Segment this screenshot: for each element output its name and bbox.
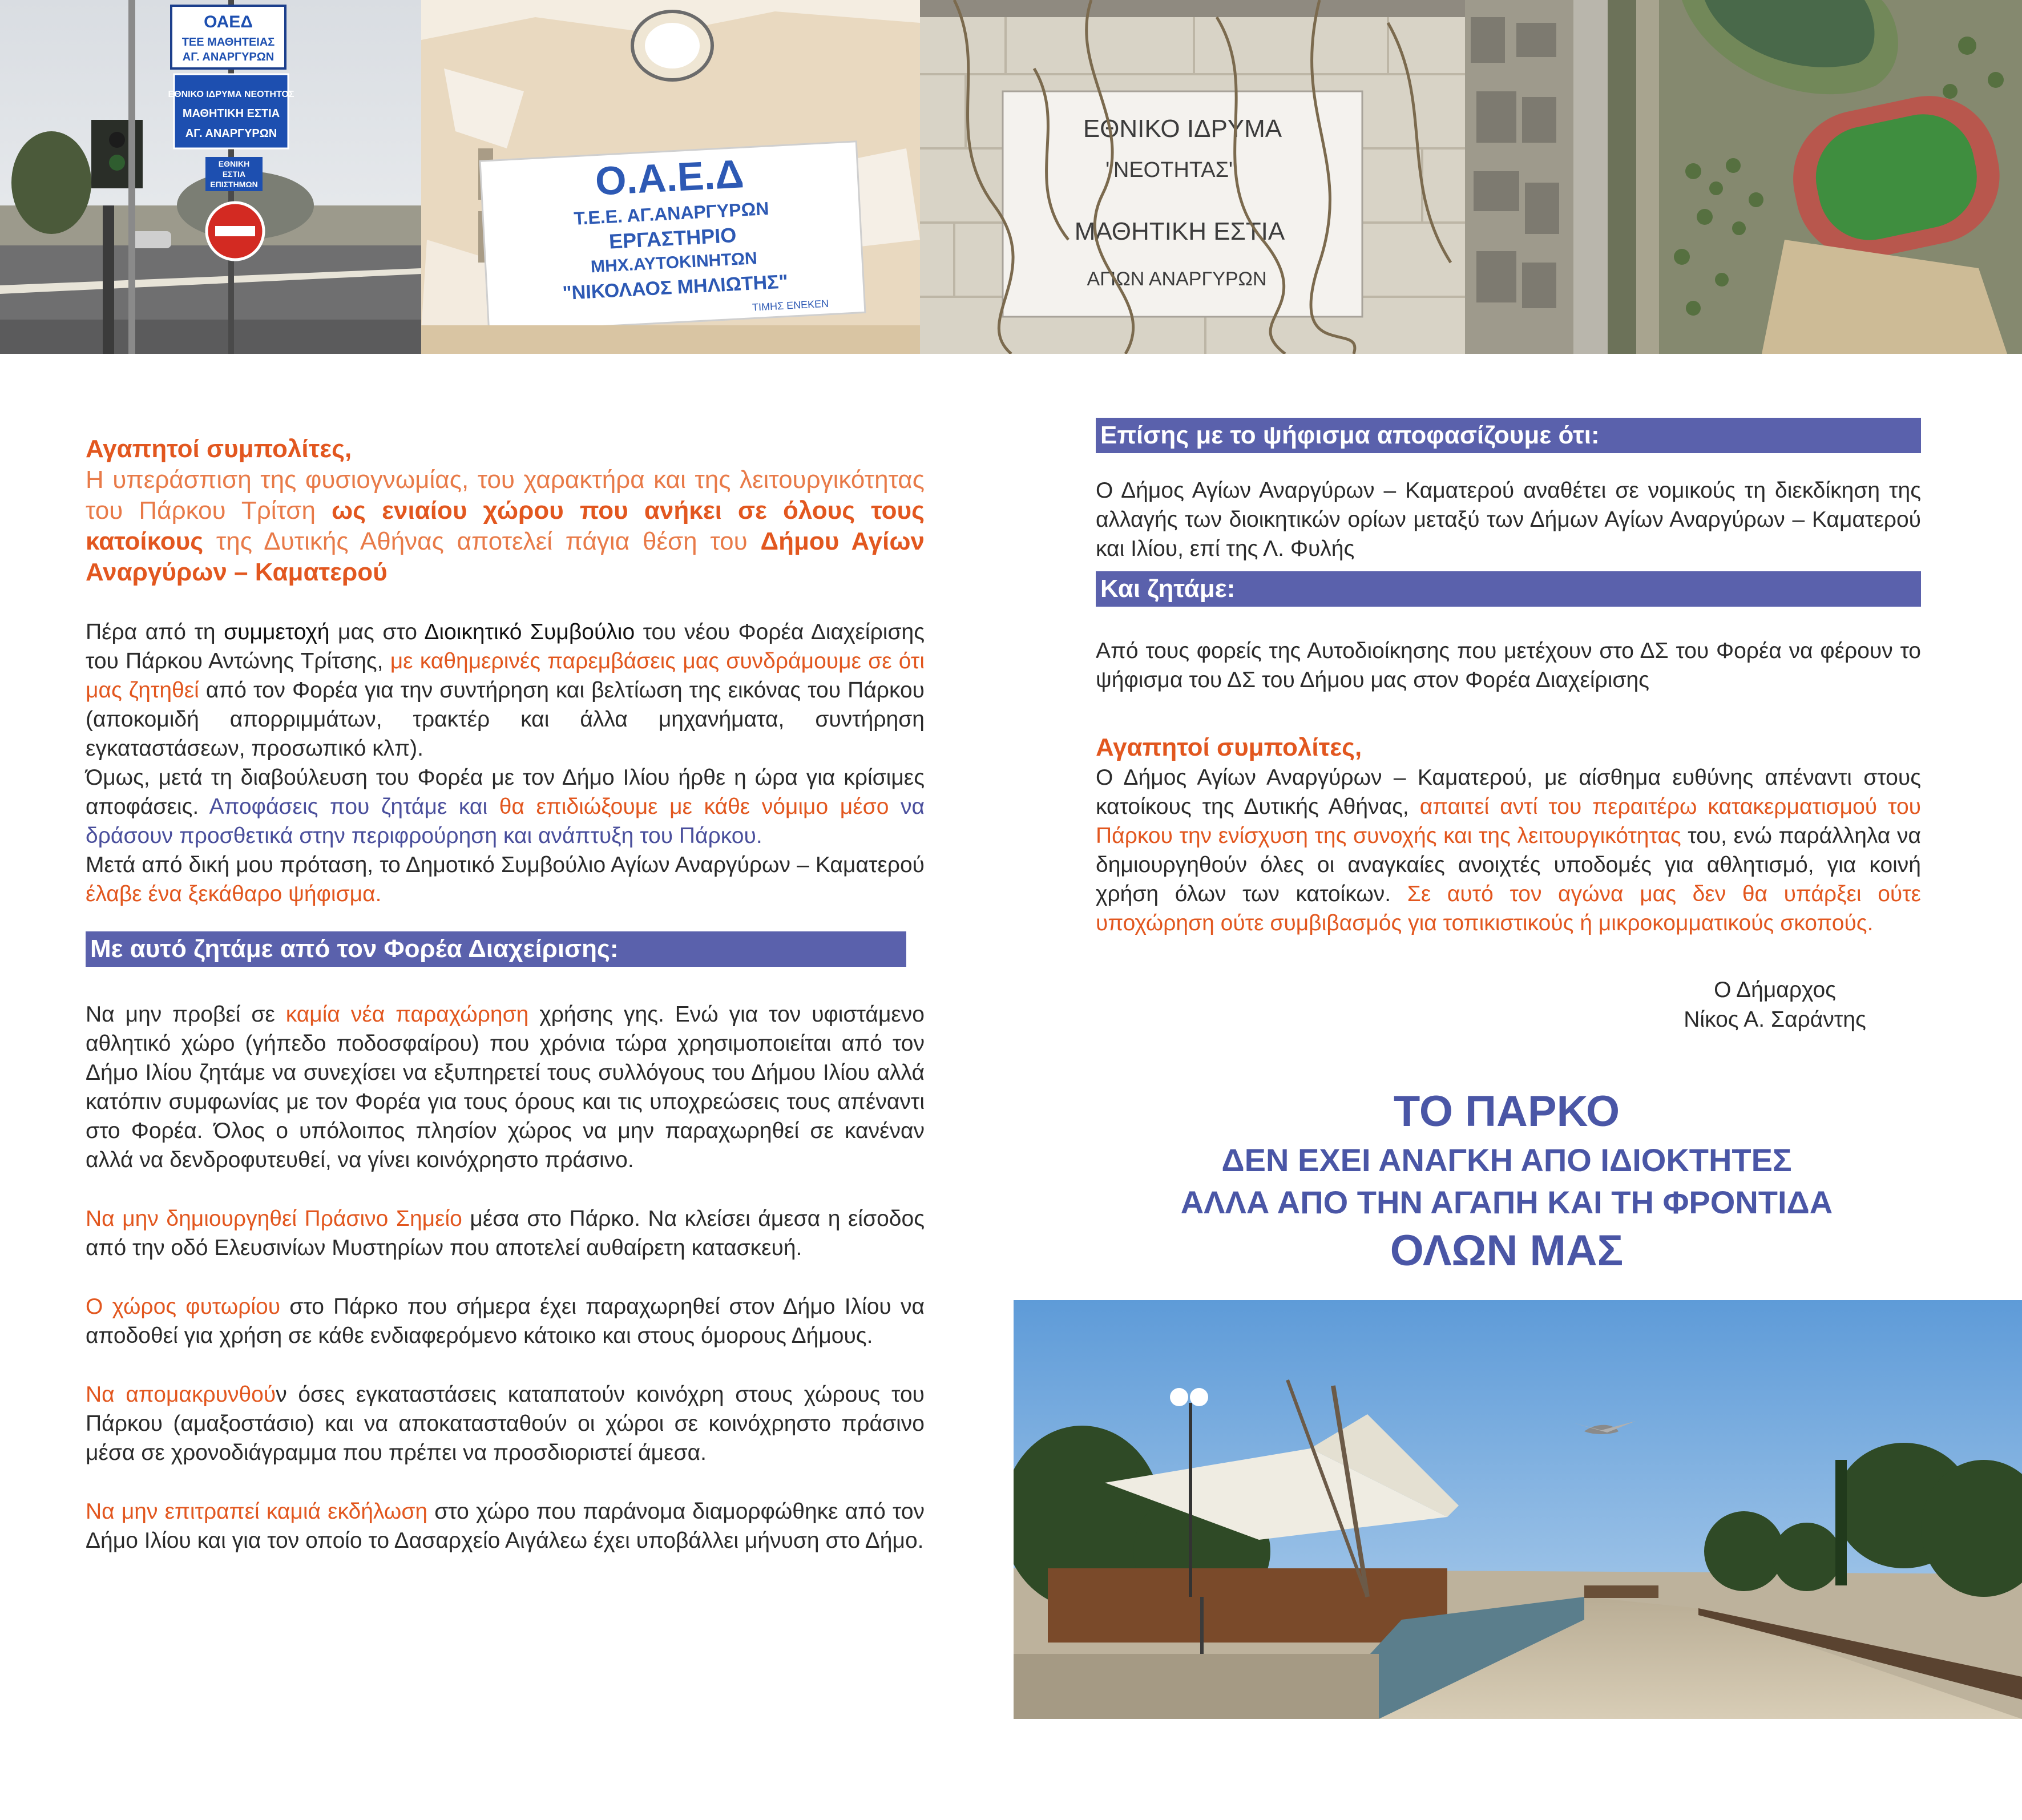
demand-remove-installations [86, 1380, 925, 1467]
participation-paragraph [86, 618, 925, 763]
slogan [1073, 1084, 1940, 1278]
demand-no-events [86, 1497, 925, 1555]
park-scene-image [1014, 1300, 2022, 1719]
rp3-c: του, ενώ παράλληλα να δημιουργηθούν όλες οι αναγκαίες ανοιχτές υποδομές για αθλητισμό, για κοινή χρήση όλων των κατοίκων. [1096, 824, 1921, 906]
r1-a: Να μην προβεί σε [86, 1002, 286, 1027]
p3-b: έλαβε ένα ξεκάθαρο ψήφισμα. [86, 882, 382, 906]
left-greeting: Αγαπητοί συμπολίτες, [86, 435, 352, 463]
p1-a: Πέρα από τη [86, 620, 224, 644]
park-photo [1014, 1300, 2022, 1719]
intro-paragraph [86, 465, 925, 588]
aerial-view-image [1465, 0, 2022, 354]
signature-role: Ο Δήμαρχος [1714, 978, 1836, 1002]
plaque-line5: "ΝΙΚΟΛΑΟΣ ΜΗΛΙΩΤΗΣ" [562, 271, 789, 305]
plaque-line2: Τ.Ε.Ε. ΑΓ.ΑΝΑΡΓΥΡΩΝ [573, 197, 770, 229]
intro-part-a: Η υπεράσπιση της φυσιογνωμίας, του χαρακτήρα και της λειτουργικότητας του Πάρκου Τρίτση [86, 466, 925, 524]
science-sign-line1: ΕΘΝΙΚΗ [218, 159, 250, 168]
r1-b: καμία νέα παραχώρηση [285, 1002, 529, 1027]
intro-part-b: ως ενιαίου χώρου που ανήκει σε όλους τους κατοίκους [86, 497, 925, 555]
authorities-paragraph: Από τους φορείς της Αυτοδιοίκησης που μετέχουν στο ΔΣ του Φορέα να φέρουν το ψήφισμα του ΔΣ του Δήμου μας στον Φορέα Διαχείρισης [1096, 639, 1921, 692]
rp3-a: Ο Δήμος Αγίων Αναργύρων – Καματερού, με αίσθημα ευθύνης απέναντι στους κατοίκους της Δυτικής Αθήνας, [1096, 765, 1921, 819]
street-scene-image [0, 0, 421, 354]
p3-a: Μετά από δική μου πρόταση, το Δημοτικό Συμβούλιο Αγίων Αναργύρων – Καματερού [86, 853, 925, 877]
requests-bar: Και ζητάμε: [1096, 571, 1921, 607]
oaed-plaque-image [421, 0, 920, 354]
intro-part-c: της Δυτικής Αθήνας αποτελεί πάγια θέση του [203, 527, 761, 555]
slogan-line3-a: ΑΛΛΑ ΑΠΟ ΤΗΝ [1180, 1184, 1431, 1220]
oaed-sign-line2: ΑΓ. ΑΝΑΡΓΥΡΩΝ [182, 51, 275, 63]
p1-c: μας στο [329, 620, 425, 644]
slogan-line4: ΟΛΩΝ ΜΑΣ [1390, 1226, 1624, 1275]
r3-b: στο Πάρκο που σήμερα έχει παραχωρηθεί στον Δήμο Ιλίου να αποδοθεί για χρήση σε κάθε ενδιαφερόμενο κάτοικο και στους όμορους Δήμους. [86, 1294, 925, 1348]
slogan-line3-b: ΑΓΑΠΗ ΚΑΙ ΤΗ ΦΡΟΝΤΙΔΑ [1430, 1184, 1833, 1220]
r2-b: μέσα στο Πάρκο. Να κλείσει άμεσα η είσοδος από την οδό Ελευσινίων Μυστηρίων που αποτελεί αυθαίρετη κατασκευή. [86, 1206, 925, 1260]
aerial-map-photo [1465, 0, 2022, 354]
p1-b: συμμετοχή [224, 620, 330, 644]
r1-c: χρήσης γης. Ενώ για τον υφιστάμενο αθλητικό χώρο (γήπεδο ποδοσφαίρου) που χρόνια τώρα χρησιμοποιείται από τον Δήμο Ιλίου ζητάμε να συνεχίσει να εξυπηρετεί τους συλλόγους του Δήμου Ιλίου αλλά κατόπιν συμφωνίας με τον Φορέα για τους όρους και τις υποχρεώσεις τους απέναντι στο Φορέα. Όλος ο υπόλοιπος πλησίον χώρος να μην παραχωρηθεί σε κανέναν αλλά να δενδροφυτευθεί, να γίνει κοινόχρηστο πράσινο. [86, 1002, 925, 1172]
p1-d: Διοικητικό Συμβούλιο [424, 620, 635, 644]
science-sign-line2: ΕΣΤΙΑ [222, 170, 246, 179]
rp3-d: Σε αυτό τον αγώνα μας δεν θα υπάρξει ούτε υποχώρηση ούτε συμβιβασμός για τοπικιστικούς ή μικροκομματικούς σκοπούς. [1096, 882, 1921, 935]
p2-c: θα επιδιώξουμε με κάθε νόμιμο μέσο [499, 794, 889, 819]
demand-green-point [86, 1204, 925, 1262]
oaed-sign-line1: ΤΕΕ ΜΑΘΗΤΕΙΑΣ [181, 36, 275, 49]
photo-strip [0, 0, 2022, 354]
marble-line3: ΜΑΘΗΤΙΚΗ ΕΣΤΙΑ [1074, 217, 1285, 245]
marble-plaque-image [920, 0, 1465, 354]
right-greeting: Αγαπητοί συμπολίτες, [1096, 733, 1362, 761]
intro-part-d: Δήμου Αγίων Αναργύρων – Καματερού [86, 527, 925, 586]
p2-b: Αποφάσεις που ζητάμε και [209, 794, 499, 819]
signature [1632, 975, 1918, 1035]
demand-nursery [86, 1292, 925, 1350]
p2-a: Όμως, μετά τη διαβούλευση του Φορέα με τον Δήμο Ιλίου ήρθε η ώρα για κρίσιμες αποφάσεις. [86, 765, 925, 819]
plaque-line3: ΕΡΓΑΣΤΗΡΙΟ [608, 223, 737, 253]
decisions-paragraph [86, 763, 925, 850]
p2-d: να δράσουν προσθετικά στην περιφρούρηση και ανάπτυξη του Πάρκου. [86, 794, 925, 848]
marble-line2: "ΝΕΟΤΗΤΑΣ" [1105, 158, 1237, 182]
street-signs-photo [0, 0, 421, 354]
legal-action-paragraph: Ο Δήμος Αγίων Αναργύρων – Καματερού αναθέτει σε νομικούς τη διεκδίκηση της αλλαγής των διοικητικών ορίων μεταξύ των Δήμων Αγίων Αναργύρων – Καματερού και Ιλίου, επί της Λ. Φυλής [1096, 478, 1921, 561]
youth-sign-line3: ΑΓ. ΑΝΑΡΓΥΡΩΝ [185, 127, 277, 140]
demands-bar: Με αυτό ζητάμε από τον Φορέα Διαχείρισης: [86, 931, 906, 967]
science-sign-line3: ΕΠΙΣΤΗΜΩΝ [210, 180, 258, 189]
youth-sign-line2: ΜΑΘΗΤΙΚΗ ΕΣΤΙΑ [182, 107, 280, 120]
plaque-line4: ΜΗΧ.ΑΥΤΟΚΙΝΗΤΩΝ [590, 249, 758, 277]
r3-a: Ο χώρος φυτωρίου [86, 1294, 281, 1319]
resolution-paragraph [86, 850, 925, 909]
marble-line1: ΕΘΝΙΚΟ ΙΔΡΥΜΑ [1083, 115, 1282, 143]
r5-b: στο χώρο που παράνομα διαμορφώθηκε από τον Δήμο Ιλίου και για τον οποίο το Δασαρχείο Αιγάλεω έχει υποβάλλει μήνυση στο Δήμο. [86, 1499, 925, 1553]
rp3-b: απαιτεί αντί του περαιτέρω κατακερματισμού του Πάρκου την ενίσχυση της συνοχής και της λειτουργικότητας [1096, 794, 1921, 848]
plaque-title: Ο.Α.Ε.Δ [594, 151, 745, 204]
plaque-line6: ΤΙΜΗΣ ΕΝΕΚΕΝ [752, 297, 829, 313]
r4-b: ν όσες εγκαταστάσεις καταπατούν κοινόχρη στους χώρους του Πάρκου (αμαξοστάσιο) και να αποκατασταθούν οι χώροι σε κοινόχρηστο πράσινο μέσα σε χρονοδιάγραμμα που πρέπει να προσδιοριστεί άμεσα. [86, 1382, 925, 1465]
oaed-sign-brand: ΟΑΕΔ [204, 13, 253, 31]
resolution-bar: Επίσης με το ψήφισμα αποφασίζουμε ότι: [1096, 418, 1921, 453]
slogan-line1: ΤΟ ΠΑΡΚΟ [1393, 1087, 1620, 1136]
signature-name: Νίκος Α. Σαράντης [1684, 1007, 1866, 1032]
p1-f: με καθημερινές παρεμβάσεις μας συνδράμουμε σε ότι μας ζητηθεί [86, 649, 925, 703]
left-column [86, 434, 925, 1555]
marble-plaque-photo [920, 0, 1465, 354]
slogan-line2: ΔΕΝ ΕΧΕΙ ΑΝΑΓΚΗ ΑΠΟ ΙΔΙΟΚΤΗΤΕΣ [1221, 1142, 1792, 1178]
right-column [1096, 418, 1921, 1035]
p1-e: του νέου Φορέα Διαχείρισης του Πάρκου Αντώνης Τρίτσης, [86, 620, 925, 673]
oaed-plaque-photo [421, 0, 920, 354]
r2-a: Να μην δημιουργηθεί Πράσινο Σημείο [86, 1206, 462, 1231]
r4-a: Να απομακρυνθού [86, 1382, 276, 1407]
youth-sign-line1: ΕΘΝΙΚΟ ΙΔΡΥΜΑ ΝΕΟΤΗΤΟΣ [168, 90, 294, 99]
p1-g: από τον Φορέα για την συντήρηση και βελτίωση της εικόνας του Πάρκου (αποκομιδή απορριμμάτων, τρακτέρ και άλλα μηχανήματα, συντήρηση εγκαταστάσεων, προσωπικό κλπ). [86, 678, 925, 761]
marble-line4: ΑΓΙΩΝ ΑΝΑΡΓΥΡΩΝ [1087, 268, 1267, 290]
closing-paragraph [1096, 763, 1921, 938]
slogan-line3 [1073, 1181, 1940, 1224]
r5-a: Να μην επιτραπεί καμιά εκδήλωση [86, 1499, 428, 1524]
demand-no-concession [86, 1000, 925, 1175]
